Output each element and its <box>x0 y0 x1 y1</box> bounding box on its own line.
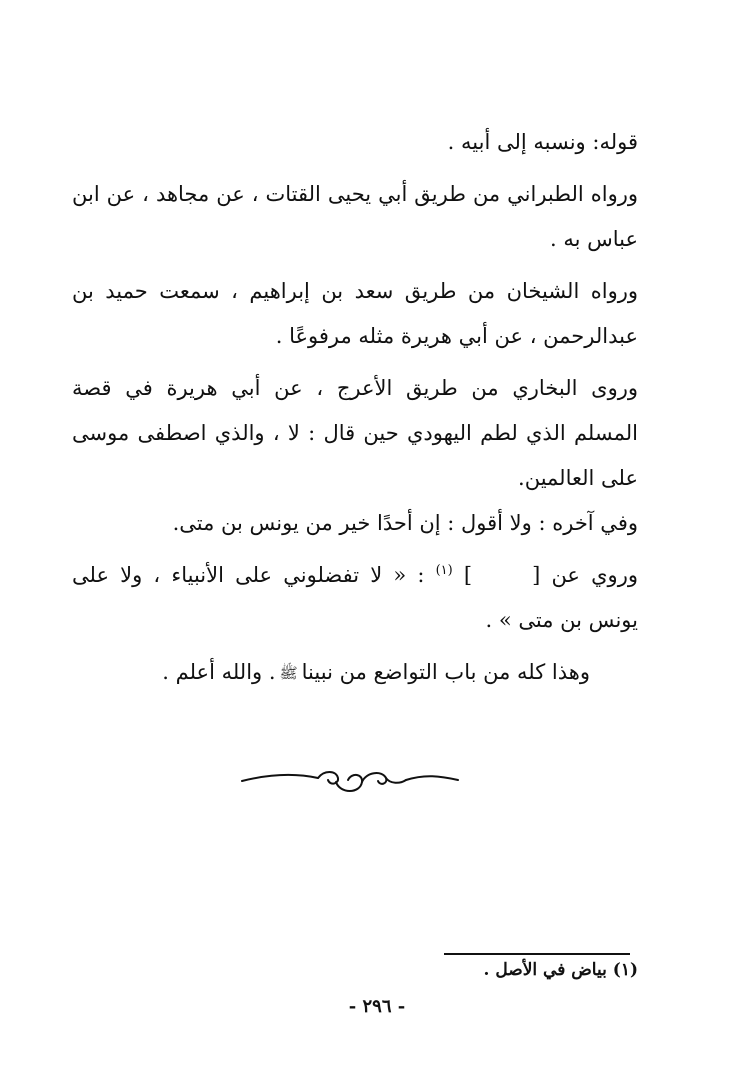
paragraph-7-before: وهذا كله من باب التواضع من نبينا <box>301 660 590 684</box>
paragraph-3: ورواه الشيخان من طريق سعد بن إبراهيم ، سمعت حميد بن عبدالرحمن ، عن أبي هريرة مثله مرفوعًا . <box>72 279 638 348</box>
paragraph-1: قوله: ونسبه إلى أبيه . <box>447 130 638 154</box>
paragraph-5: وفي آخره : ولا أقول : إن أحدًا خير من يونس بن متى. <box>172 511 638 535</box>
footnote-separator <box>444 953 630 955</box>
paragraph-6 <box>72 553 638 643</box>
salla-symbol: ﷺ <box>279 664 298 682</box>
paragraph-6-after: : « لا تفضلوني على الأنبياء ، ولا على يونس بن متى » . <box>72 563 638 632</box>
paragraph-7 <box>72 650 638 696</box>
footnote-reference: (١) <box>435 563 453 578</box>
paragraph-7-after: . والله أعلم . <box>162 660 276 684</box>
paragraph-2: ورواه الطبراني من طريق أبي يحيى القتات ، عن مجاهد ، عن ابن عباس به . <box>72 182 638 251</box>
paragraph-6-close-bracket: ] <box>463 563 473 587</box>
ornament-divider-icon <box>240 764 460 798</box>
page-number: - ٢٩٦ - <box>348 996 406 1017</box>
main-text <box>72 120 638 696</box>
paragraph-6-before: وروي عن [ <box>532 563 638 587</box>
footnote: (١) بياض في الأصل . <box>483 960 638 980</box>
paragraph-4: وروى البخاري من طريق الأعرج ، عن أبي هريرة في قصة المسلم الذي لطم اليهودي حين قال : لا ، والذي اصطفى موسى على العالمين. <box>72 376 638 490</box>
